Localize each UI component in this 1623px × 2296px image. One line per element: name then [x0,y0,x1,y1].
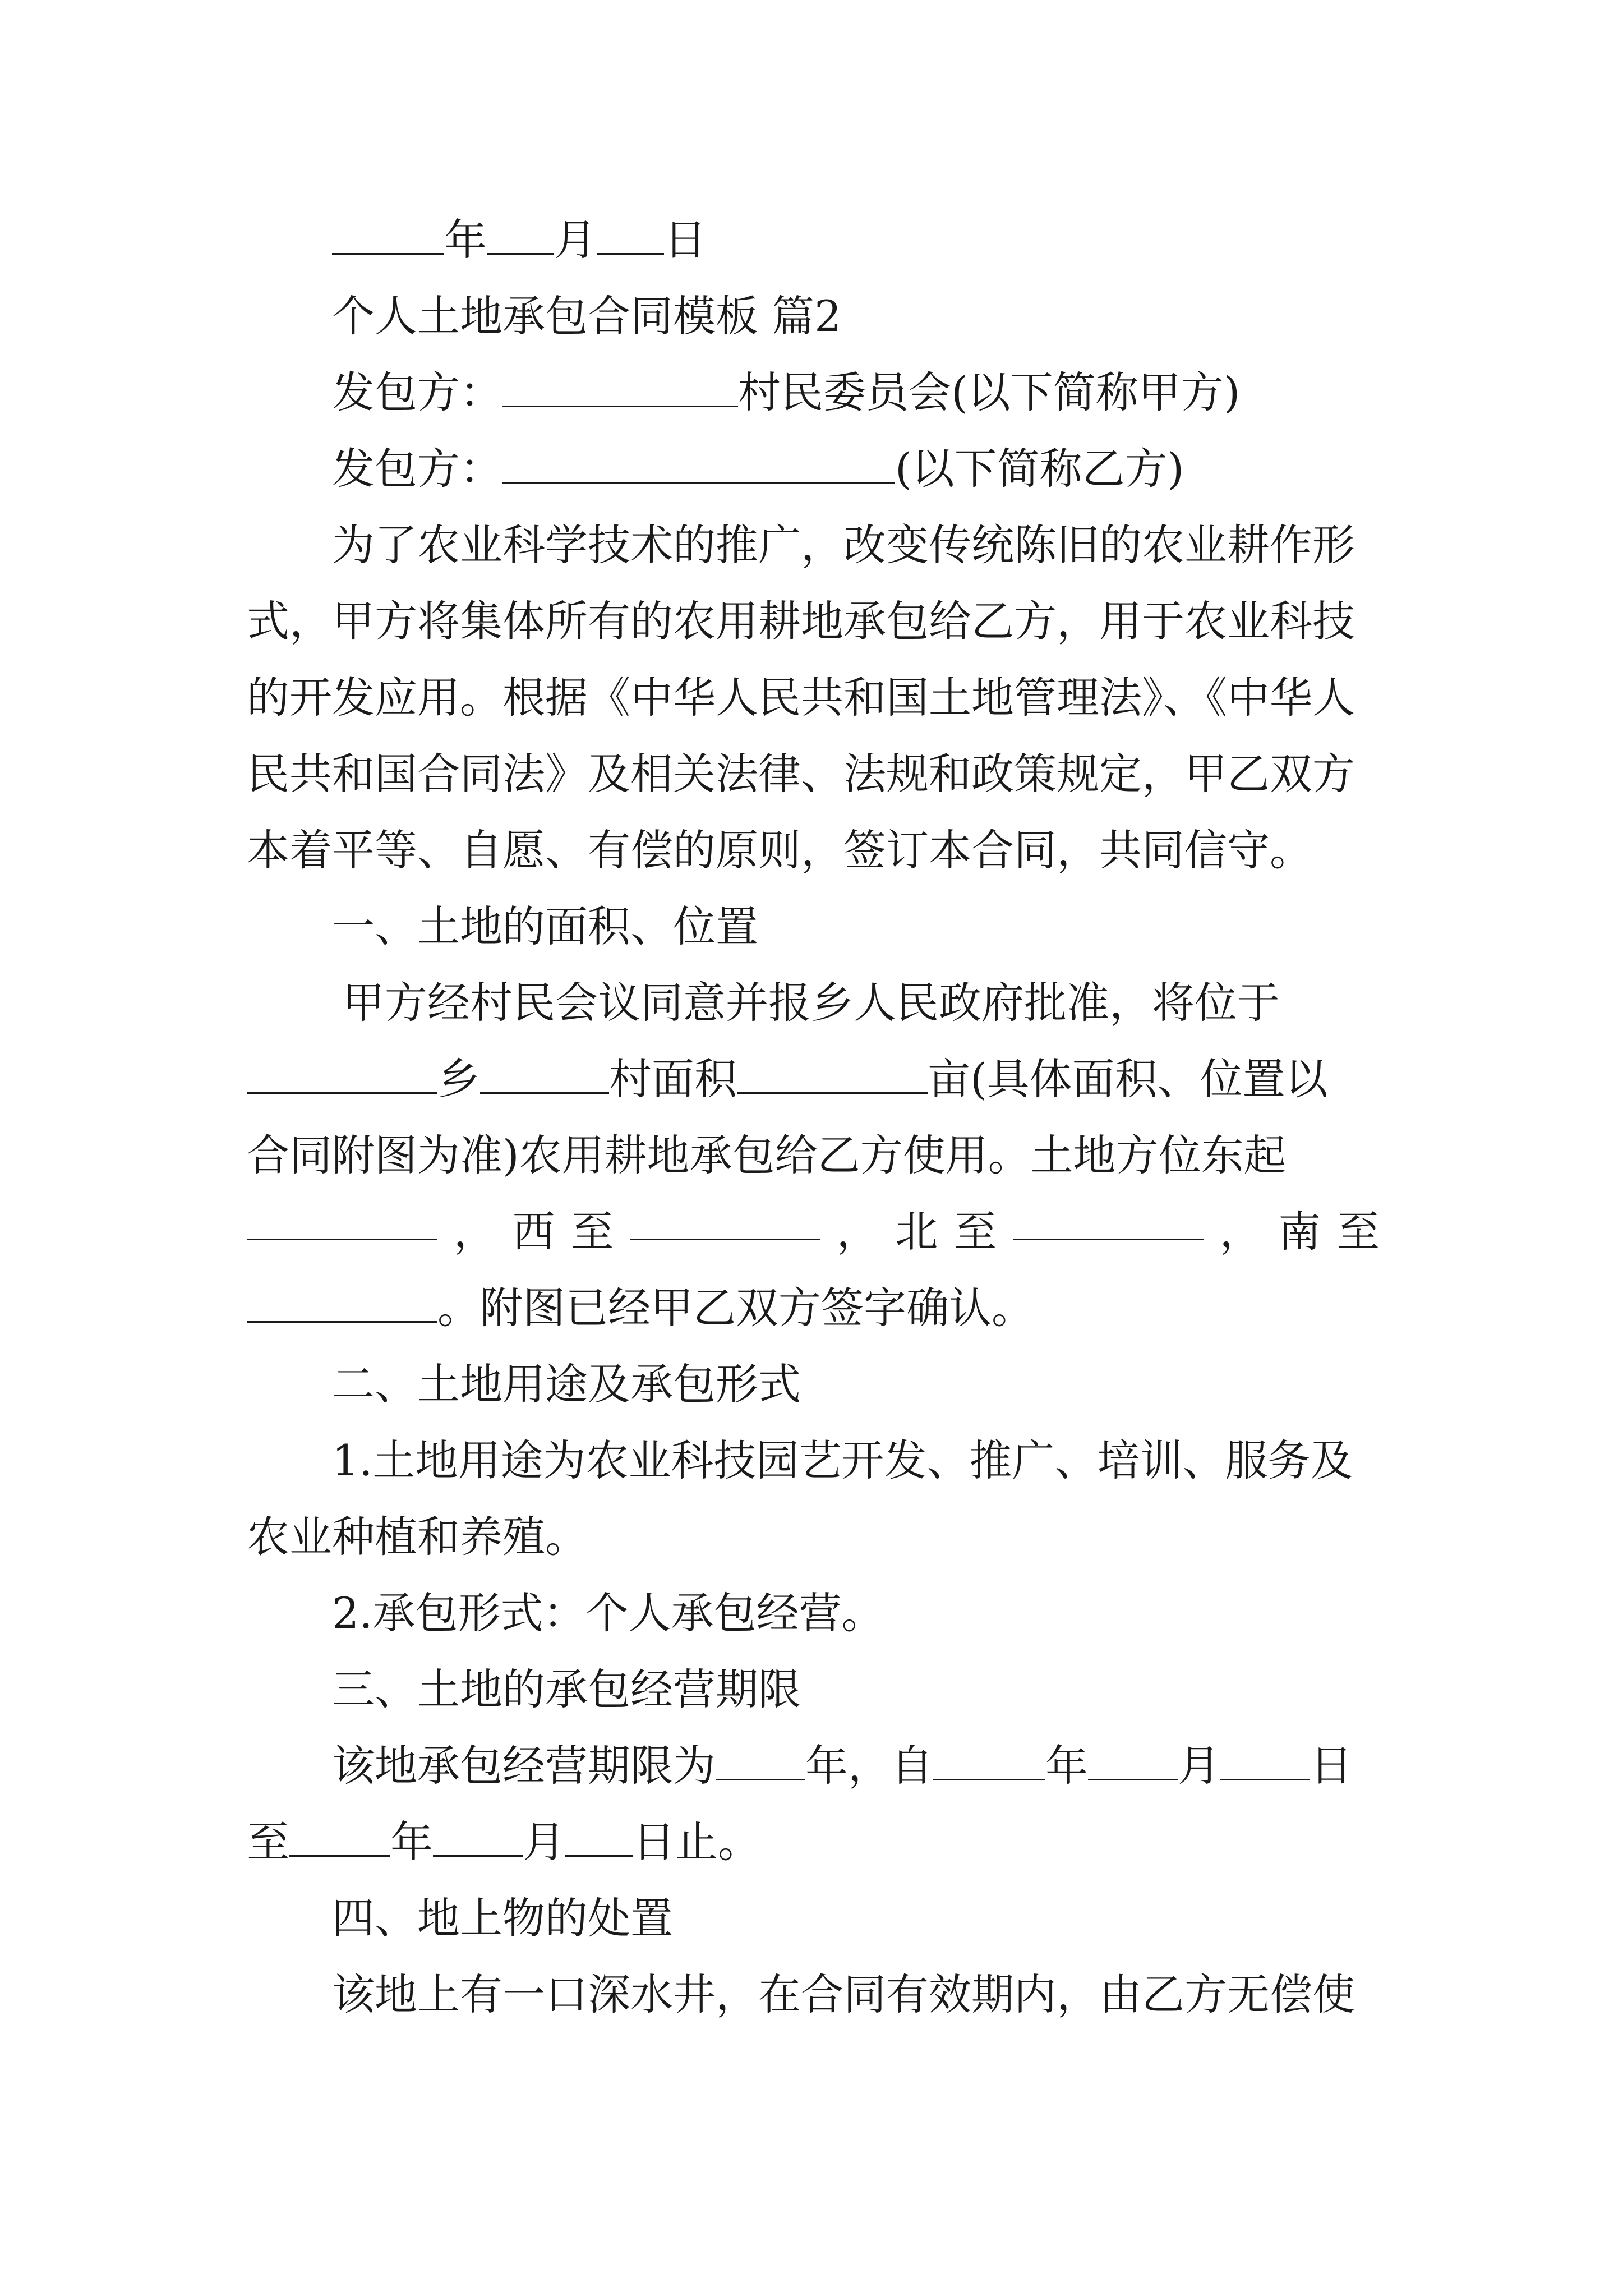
boundary-line [247,1194,1380,1270]
north-label: 北 [895,1207,938,1257]
end-month-text: 月 [523,1817,565,1867]
west-blank [630,1194,820,1240]
location-line [247,1041,1380,1117]
start-year-text: 年 [1045,1741,1088,1791]
term-to-label: 至 [247,1817,289,1867]
to-label: 至 [1336,1207,1380,1257]
township-blank [247,1047,437,1094]
paragraph-line: 的开发应用。根据《中华人民共和国土地管理法》、《中华人 [247,673,1355,723]
date-year-text: 年 [444,215,487,265]
clause-heading: 四、地上物的处置 [332,1893,673,1943]
start-month-blank [1088,1734,1178,1780]
village-blank [480,1047,609,1094]
paragraph-line: 本着平等、自愿、有偿的原则，签订本合同，共同信守。 [247,825,1312,875]
south-tail: 。附图已经甲乙双方签字确认。 [437,1283,1034,1333]
term-end-line [247,1804,1380,1880]
clause-heading: 二、土地用途及承包形式 [332,1359,801,1409]
area-tail: 亩(具体面积、位置以 [928,1054,1328,1104]
north-blank [1013,1194,1204,1240]
end-year-blank [289,1810,390,1857]
paragraph-line: 甲方经村民会议同意并报乡人民政府批准，将位于 [342,978,1280,1028]
party-b-line [247,431,1380,507]
paragraph-line: 合同附图为准)农用耕地承包给乙方使用。土地方位东起 [247,1130,1287,1180]
party-a-tail: 村民委员会(以下简称甲方) [738,367,1241,417]
end-day-blank [565,1810,633,1857]
east-blank [247,1194,437,1240]
end-year-text: 年 [390,1817,433,1867]
boundary-comma: ， [836,1207,879,1257]
term-years-blank [716,1734,805,1780]
boundary-comma: ， [1219,1207,1262,1257]
paragraph-line: 2.承包形式：个人承包经营。 [332,1588,884,1638]
boundary-comma: ， [453,1207,496,1257]
party-b-label: 发包方： [332,444,502,494]
paragraph-line: 为了农业科学技术的推广，改变传统陈旧的农业耕作形 [332,520,1355,570]
start-day-blank [1220,1734,1310,1780]
south-line [247,1270,1380,1346]
date-day-text: 日 [664,215,707,265]
paragraph-line: 1.土地用途为农业科技园艺开发、推广、培训、服务及 [332,1435,1353,1485]
section-title: 个人土地承包合同模板 篇2 [332,291,842,341]
clause-heading: 三、土地的承包经营期限 [332,1664,801,1714]
paragraph-line: 农业种植和养殖。 [247,1512,588,1562]
party-a-line [247,355,1380,431]
term-from-label: 年，自 [805,1741,933,1791]
end-month-blank [433,1810,523,1857]
south-label: 南 [1278,1207,1321,1257]
party-a-label: 发包方： [332,367,502,417]
to-label: 至 [571,1207,614,1257]
date-month-text: 月 [554,215,597,265]
day-blank [597,208,664,255]
document-body [247,202,1380,2033]
area-blank [737,1047,928,1094]
start-day-text: 日 [1310,1741,1353,1791]
party-b-tail: (以下简称乙方) [895,444,1184,494]
paragraph-line: 该地上有一口深水井，在合同有效期内，由乙方无偿使 [332,1970,1355,2019]
area-label: 村面积 [609,1054,737,1104]
start-year-blank [933,1734,1045,1780]
party-a-blank [502,361,738,407]
term-label: 该地承包经营期限为 [332,1741,716,1791]
start-month-text: 月 [1178,1741,1220,1791]
paragraph-line: 式，甲方将集体所有的农用耕地承包给乙方，用于农业科技 [247,596,1355,646]
west-label: 西 [512,1207,555,1257]
south-blank [247,1276,437,1323]
date-line [247,202,1380,278]
paragraph-line: 民共和国合同法》及相关法律、法规和政策规定，甲乙双方 [247,749,1355,799]
year-blank [332,208,444,255]
party-b-blank [502,437,895,484]
to-label: 至 [954,1207,997,1257]
month-blank [487,208,554,255]
term-line [247,1728,1380,1804]
end-day-text: 日止。 [633,1817,760,1867]
township-label: 乡 [437,1054,480,1104]
clause-heading: 一、土地的面积、位置 [332,901,758,951]
